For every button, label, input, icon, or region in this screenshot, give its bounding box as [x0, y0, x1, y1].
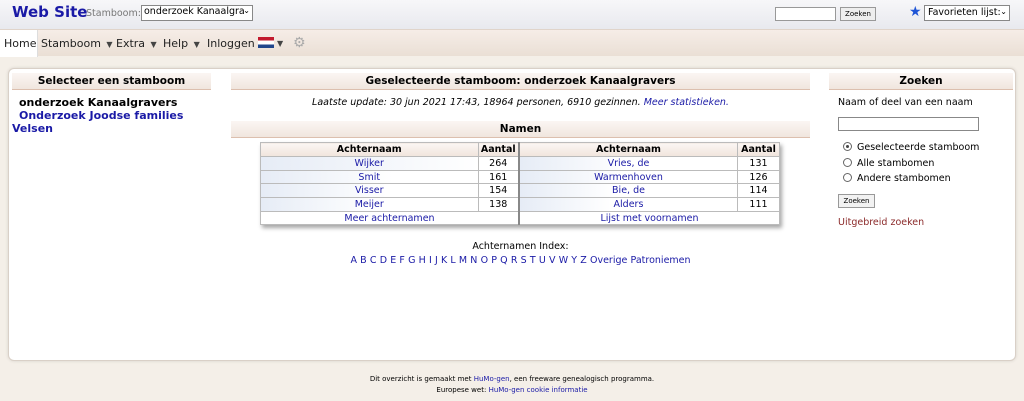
surname-link[interactable]: Bie, de [612, 185, 645, 197]
index-letter-link[interactable]: V [549, 255, 556, 266]
surname-cell[interactable] [519, 198, 738, 212]
surname-link[interactable]: Vries, de [607, 157, 650, 169]
column-header: Achternaam [261, 143, 479, 157]
radio-all-trees[interactable] [843, 158, 934, 169]
site-title[interactable]: Web Site [12, 3, 88, 21]
stats-link[interactable]: Meer statistieken. [643, 97, 729, 108]
menu-help-label: Help [163, 37, 189, 50]
tree-link-joodse[interactable]: Onderzoek Joodse families [19, 109, 184, 122]
index-letter-link[interactable]: S [520, 255, 527, 266]
column-header: Achternaam [519, 143, 738, 157]
name-search-label: Naam of deel van een naam [838, 97, 973, 108]
index-letter-link[interactable]: Z [580, 255, 587, 266]
selected-tree-header: Geselecteerde stamboom: onderzoek Kanaalgravers [231, 73, 810, 90]
footer-line-1 [0, 375, 1024, 383]
more-surnames-link[interactable] [261, 211, 519, 225]
surname-cell[interactable] [261, 157, 479, 171]
surname-cell[interactable] [519, 170, 738, 184]
radio-selected-tree[interactable] [843, 142, 979, 153]
count-cell: 131 [738, 157, 780, 171]
tree-link-velsen[interactable]: Velsen [12, 122, 53, 135]
cookie-info-link[interactable]: HuMo-gen cookie informatie [488, 386, 588, 394]
caret-down-icon: ▼ [193, 40, 200, 49]
table-row [261, 157, 780, 171]
table-row [261, 211, 780, 225]
surname-cell[interactable] [261, 184, 479, 198]
chevron-down-icon: ⌄ [1000, 7, 1007, 16]
index-letter-link[interactable]: Patroniemen [630, 255, 691, 266]
humogen-link[interactable]: HuMo-gen [473, 375, 510, 383]
table-row [261, 170, 780, 184]
top-search-button[interactable]: Zoeken [840, 7, 876, 21]
index-letter-link[interactable]: P [491, 255, 497, 266]
chevron-down-icon: ⌄ [243, 6, 250, 15]
firstnames-list-link[interactable] [519, 211, 780, 225]
favorites-select[interactable] [924, 5, 1010, 21]
count-cell: 126 [738, 170, 780, 184]
index-letter-link[interactable]: W [558, 255, 569, 266]
index-letter-link[interactable]: N [470, 255, 478, 266]
count-cell: 154 [478, 184, 519, 198]
surnames-table [260, 142, 780, 225]
index-letter-link[interactable]: M [458, 255, 468, 266]
count-cell: 111 [738, 198, 780, 212]
index-letter-link[interactable]: A [350, 255, 357, 266]
surname-cell[interactable] [519, 184, 738, 198]
column-header: Aantal [478, 143, 519, 157]
radio-icon[interactable] [843, 173, 852, 182]
update-text: Laatste update: 30 jun 2021 17:43, 18964 personen, 6910 gezinnen. [312, 97, 641, 108]
search-button[interactable]: Zoeken [838, 194, 875, 208]
surname-cell[interactable] [261, 170, 479, 184]
index-letter-link[interactable]: C [369, 255, 377, 266]
tree-current: onderzoek Kanaalgravers [19, 96, 178, 109]
index-letter-link[interactable]: B [360, 255, 367, 266]
menu-stamboom-label: Stamboom [41, 37, 101, 50]
names-header: Namen [231, 121, 810, 138]
surname-link[interactable]: Smit [358, 171, 381, 183]
language-flag-icon[interactable] [258, 37, 274, 48]
count-cell: 161 [478, 170, 519, 184]
count-cell: 114 [738, 184, 780, 198]
stamboom-select-value: onderzoek Kanaalgra [144, 6, 245, 17]
footer-line-2 [0, 386, 1024, 394]
stamboom-select[interactable] [141, 5, 253, 21]
select-tree-header: Selecteer een stamboom [12, 73, 211, 90]
surname-link[interactable]: Warmenhoven [594, 171, 663, 183]
star-icon: ★ [909, 4, 922, 20]
caret-down-icon: ▼ [150, 40, 157, 49]
top-bar [0, 0, 1024, 29]
radio-other-trees[interactable] [843, 173, 951, 184]
index-letter-link[interactable]: Q [500, 255, 508, 266]
surname-index-title: Achternamen Index: [472, 241, 569, 252]
frequency-bar [520, 198, 611, 211]
index-letter-link[interactable]: F [399, 255, 405, 266]
surname-link[interactable]: Meijer [354, 198, 384, 210]
radio-label: Geselecteerde stamboom [857, 142, 980, 153]
index-letter-link[interactable]: Overige [589, 255, 628, 266]
surname-cell[interactable] [519, 157, 738, 171]
index-letter-link[interactable]: K [440, 255, 448, 266]
index-letter-link[interactable]: G [408, 255, 416, 266]
surname-link[interactable]: Alders [613, 198, 644, 210]
radio-label: Alle stambomen [857, 158, 935, 169]
menu-extra-label: Extra [116, 37, 146, 50]
top-search-input[interactable] [775, 7, 836, 21]
firstnames-list-label[interactable]: Lijst met voornamen [600, 212, 699, 224]
table-header-row [261, 143, 780, 157]
caret-down-icon: ▼ [106, 40, 113, 49]
table-row [261, 184, 780, 198]
language-caret-icon[interactable]: ▼ [277, 39, 284, 48]
index-letter-link[interactable]: T [529, 255, 536, 266]
radio-label: Andere stambomen [857, 173, 951, 184]
index-letter-link[interactable]: D [379, 255, 388, 266]
footer-text: Dit overzicht is gemaakt met [369, 375, 472, 383]
index-letter-link[interactable]: I [428, 255, 432, 266]
radio-checked-icon[interactable] [843, 142, 852, 151]
index-letter-link[interactable]: H [418, 255, 426, 266]
footer-text: Europese wet: [436, 386, 487, 394]
index-letter-link[interactable]: U [538, 255, 546, 266]
menu-help[interactable] [163, 30, 200, 57]
footer-text: , een freeware genealogisch programma. [509, 375, 655, 383]
radio-icon[interactable] [843, 158, 852, 167]
index-letter-link[interactable]: R [510, 255, 518, 266]
name-search-input[interactable] [838, 117, 979, 131]
surname-link[interactable]: Visser [354, 185, 384, 197]
menu-stamboom[interactable] [41, 30, 113, 57]
advanced-search-link[interactable]: Uitgebreid zoeken [838, 217, 925, 228]
search-header: Zoeken [829, 73, 1013, 90]
stamboom-label: Stamboom: [86, 8, 141, 19]
index-letter-link[interactable]: L [450, 255, 456, 266]
index-letter-link[interactable]: J [434, 255, 438, 266]
index-letter-link[interactable]: O [480, 255, 489, 266]
frequency-bar [520, 184, 613, 197]
menu-home[interactable]: Home [0, 30, 38, 57]
gear-icon[interactable]: ⚙ [293, 35, 306, 51]
surname-cell[interactable] [261, 198, 479, 212]
surname-link[interactable]: Wijker [354, 157, 384, 169]
update-line [231, 97, 810, 108]
index-letter-link[interactable]: Y [571, 255, 578, 266]
column-header: Aantal [738, 143, 780, 157]
count-cell: 264 [478, 157, 519, 171]
favorites-select-label: Favorieten lijst: [928, 7, 1001, 18]
count-cell: 138 [478, 198, 519, 212]
index-letter-link[interactable]: E [390, 255, 397, 266]
more-surnames-label[interactable]: Meer achternamen [344, 212, 435, 224]
menu-inloggen[interactable]: Inloggen [207, 37, 255, 50]
table-row [261, 198, 780, 212]
menu-bar [0, 29, 1024, 56]
menu-extra[interactable] [116, 30, 157, 57]
surname-index-letters [231, 255, 810, 266]
